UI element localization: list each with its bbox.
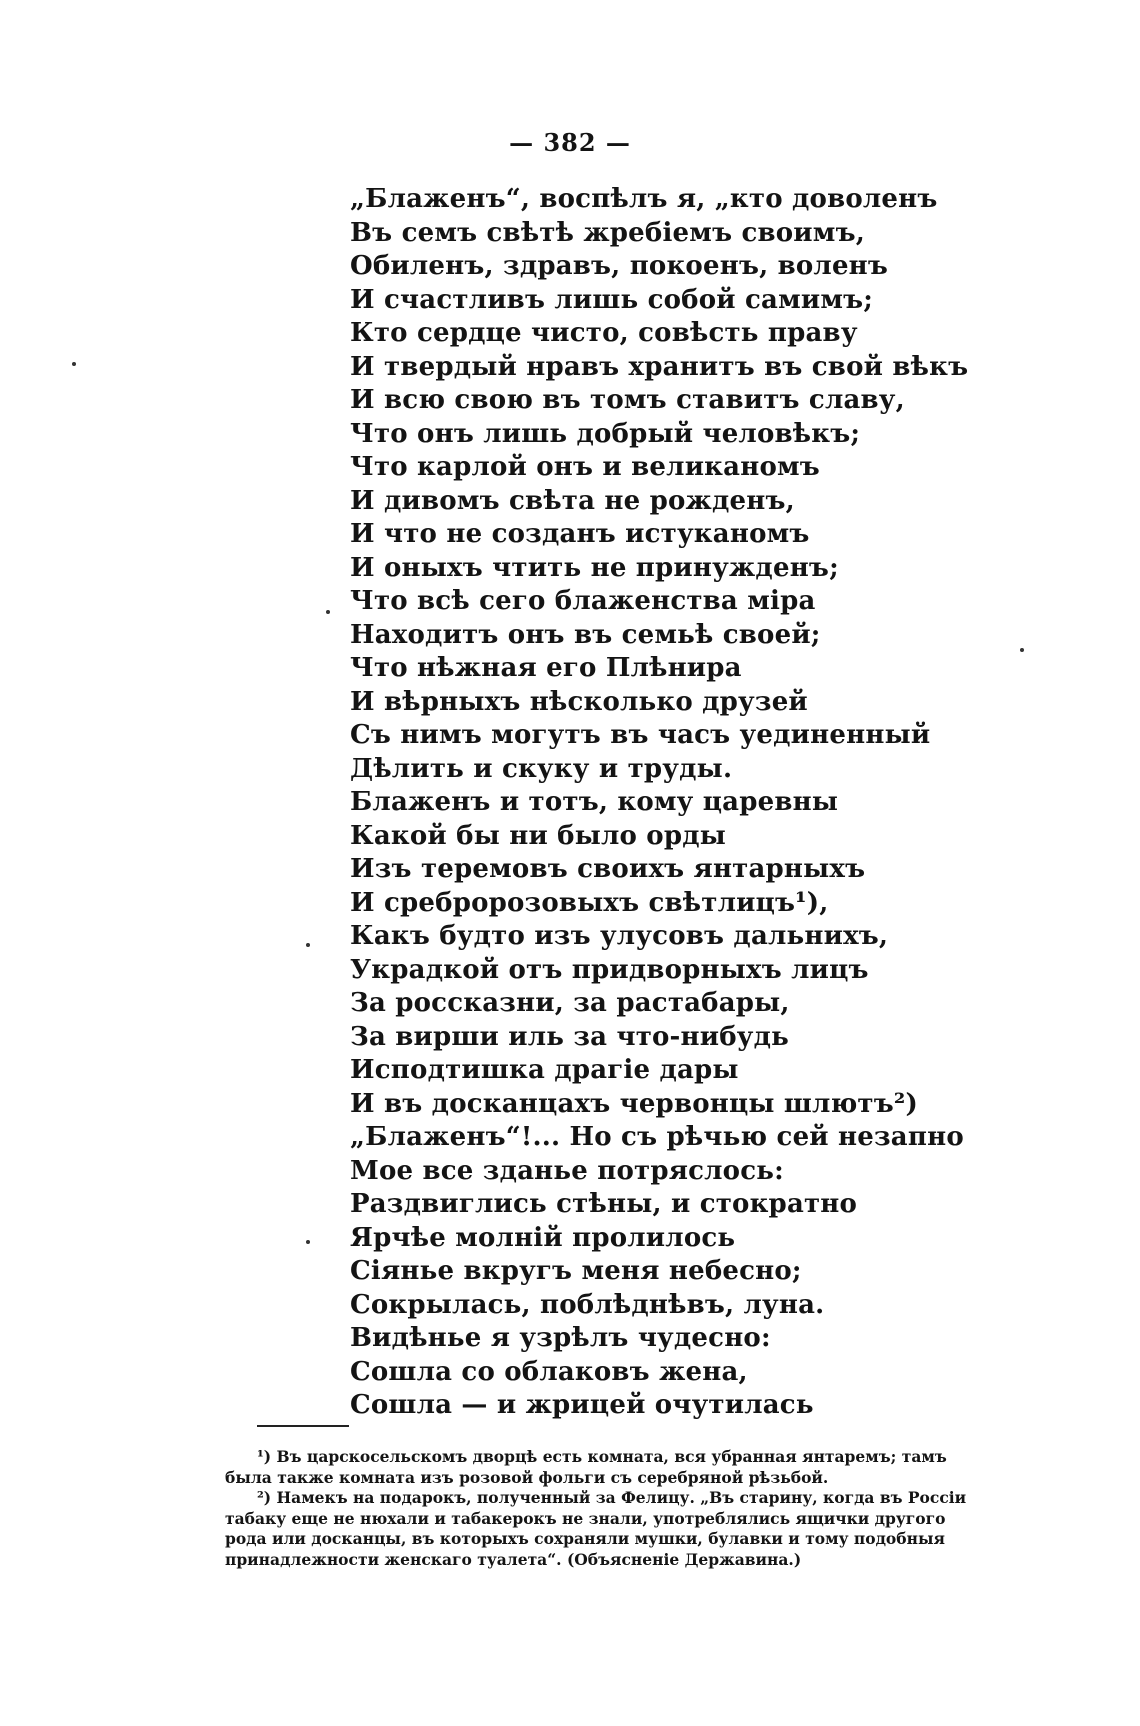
poem-line: И оныхъ чтить не принужденъ; xyxy=(350,552,839,583)
poem-line: Сошла со облаковъ жена, xyxy=(350,1356,748,1387)
poem-line: И счастливъ лишь собой самимъ; xyxy=(350,284,874,315)
poem-line: Что карлой онъ и великаномъ xyxy=(350,452,820,482)
poem-line: „Блаженъ“!... Но съ рѣчью сей незапно xyxy=(350,1122,964,1152)
poem-line: Кто сердце чисто, совѣсть праву xyxy=(350,318,858,348)
poem-line: Сіянье вкругъ меня небесно; xyxy=(350,1256,802,1286)
poem-line: Обиленъ, здравъ, покоенъ, воленъ xyxy=(350,251,889,281)
poem-line: И дивомъ свѣта не рожденъ, xyxy=(350,485,795,516)
footnote-line: ¹) Въ царскосельскомъ дворцѣ есть комната, вся убранная янтаремъ; тамъ xyxy=(257,1447,947,1466)
poem-line: Находитъ онъ въ семьѣ своей; xyxy=(350,619,821,650)
scan-speck xyxy=(326,610,330,614)
poem-line: И что не созданъ истуканомъ xyxy=(350,519,810,549)
poem-line: И сребророзовыхъ свѣтлицъ¹), xyxy=(350,887,829,918)
poem-line: Съ нимъ могутъ въ часъ уединенный xyxy=(350,720,931,750)
footnotes xyxy=(225,1447,1035,1570)
poem-text xyxy=(350,183,990,1423)
footnote-line: ²) Намекъ на подарокъ, полученный за Фелицу. „Въ старину, когда въ Россіи xyxy=(257,1488,967,1507)
scan-speck xyxy=(306,1240,310,1244)
footnote-line: была также комната изъ розовой фольги съ серебряной рѣзьбой. xyxy=(225,1467,829,1487)
poem-line: Что нѣжная его Плѣнира xyxy=(350,653,742,683)
scan-speck xyxy=(72,362,76,366)
poem-line: Сокрылась, поблѣднѣвъ, луна. xyxy=(350,1289,825,1320)
poem-line: Мое все зданье потряслось: xyxy=(350,1155,784,1186)
page-number: — 382 — xyxy=(509,128,631,157)
poem-line: И твердый нравъ хранитъ въ свой вѣкъ xyxy=(350,351,969,382)
poem-line: Блаженъ и тотъ, кому царевны xyxy=(350,787,839,817)
scan-speck xyxy=(306,943,310,947)
poem-line: За вирши иль за что-нибудь xyxy=(350,1021,790,1052)
poem-line: Какъ будто изъ улусовъ дальнихъ, xyxy=(350,921,889,951)
poem-line: Видѣнье я узрѣлъ чудесно: xyxy=(350,1323,771,1353)
poem-line: „Блаженъ“, воспѣлъ я, „кто доволенъ xyxy=(350,184,938,214)
poem-line: Исподтишка драгіе дары xyxy=(350,1055,739,1085)
poem-line: За россказни, за растабары, xyxy=(350,988,790,1018)
poem-line: Раздвиглись стѣны, и стократно xyxy=(350,1189,858,1219)
scan-speck xyxy=(1020,648,1024,652)
poem-line: Дѣлить и скуку и труды. xyxy=(350,753,733,784)
poem-line: Сошла — и жрицей очутилась xyxy=(350,1390,814,1420)
poem-line: И въ досканцахъ червонцы шлютъ²) xyxy=(350,1088,918,1119)
poem-line: Украдкой отъ придворныхъ лицъ xyxy=(350,954,869,985)
poem-line: Въ семъ свѣтѣ жребіемъ своимъ, xyxy=(350,217,865,248)
poem-line: Что всѣ сего блаженства міра xyxy=(350,586,816,616)
poem-line: Ярчѣе молній пролилось xyxy=(350,1222,736,1253)
poem-line: И вѣрныхъ нѣсколько друзей xyxy=(350,686,808,717)
footnote-divider xyxy=(257,1425,349,1427)
footnote-line: рода или досканцы, въ которыхъ сохраняли мушки, булавки и тому подобныя xyxy=(225,1529,945,1548)
footnote-line: принадлежности женскаго туалета“. (Объясненіе Державина.) xyxy=(225,1549,802,1569)
poem-line: Какой бы ни было орды xyxy=(350,820,727,851)
footnote-line: табаку еще не нюхали и табакерокъ не знали, употреблялись ящички другого xyxy=(225,1508,946,1528)
poem-line: И всю свою въ томъ ставитъ славу, xyxy=(350,385,905,415)
poem-line: Что онъ лишь добрый человѣкъ; xyxy=(350,418,861,449)
poem-line: Изъ теремовъ своихъ янтарныхъ xyxy=(350,854,866,884)
